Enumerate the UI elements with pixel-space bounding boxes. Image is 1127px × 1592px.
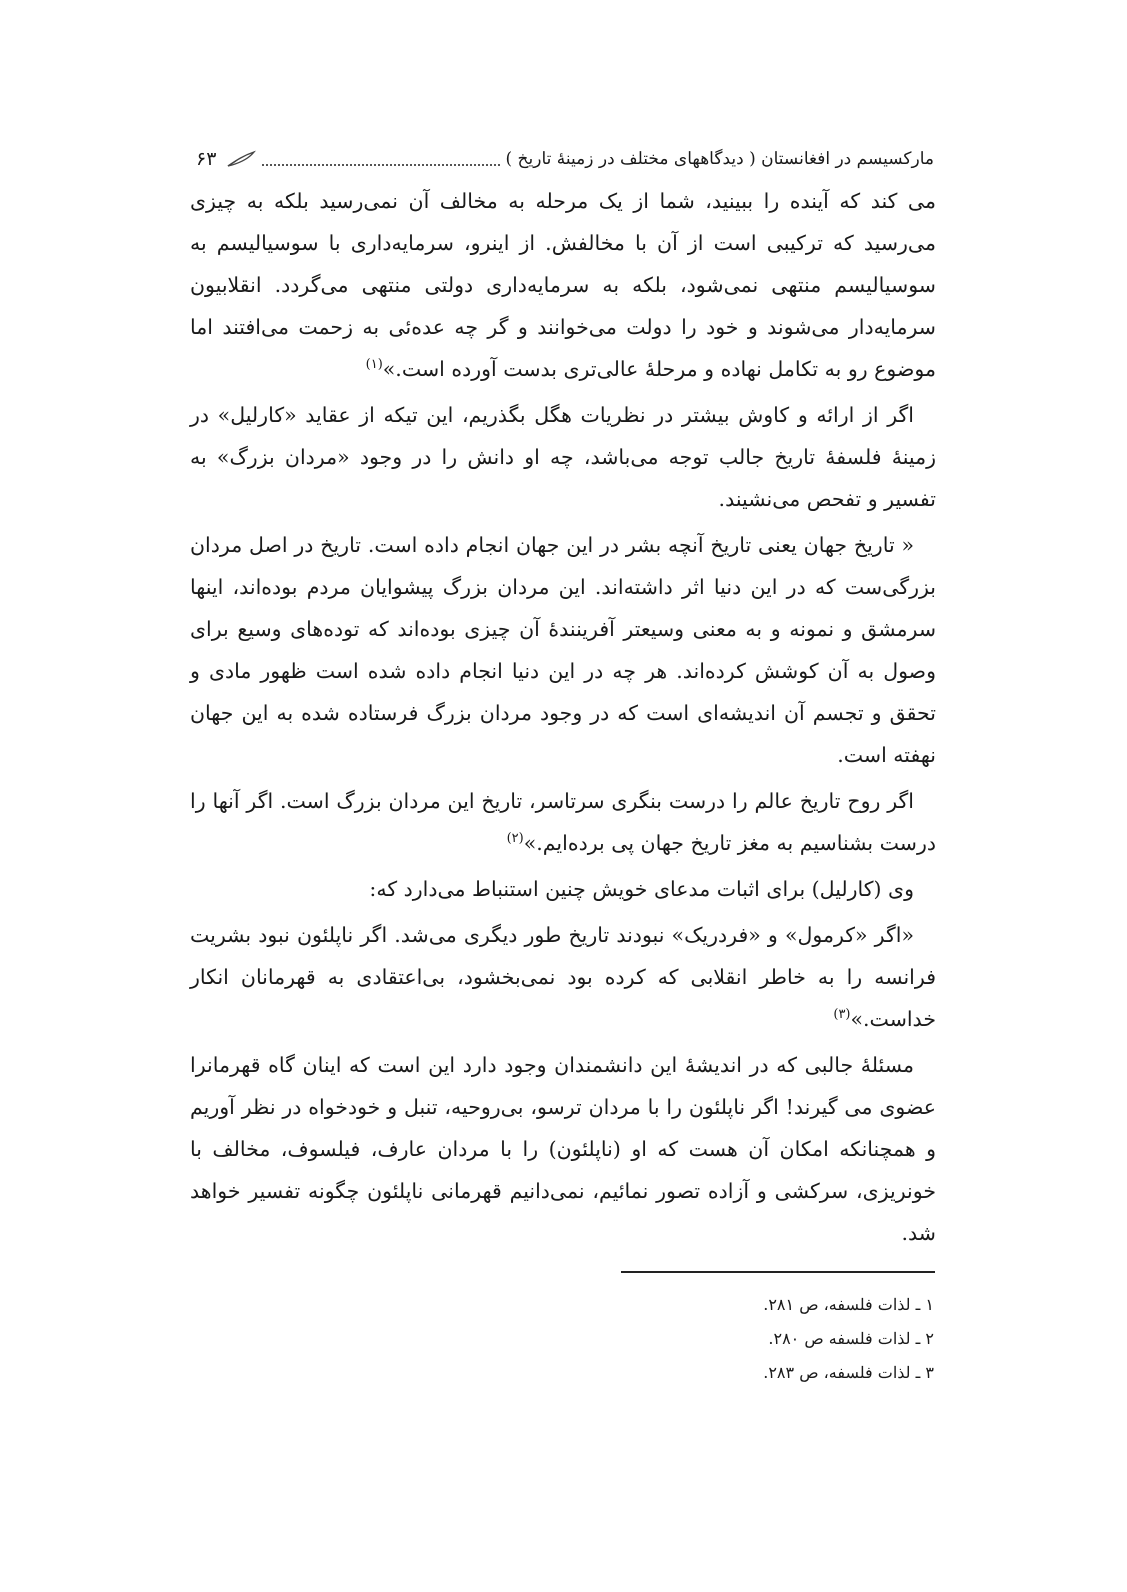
header-title: مارکسیسم در افغانستان ( دیدگاههای مختلف در زمینهٔ تاریخ ) <box>505 149 934 169</box>
footnote-ref: (۲) <box>506 831 524 847</box>
footnote-divider <box>621 1271 935 1273</box>
paragraph: وی (کارلیل) برای اثبات مدعای خویش چنین استنباط می‌دارد که: <box>369 877 914 901</box>
footnote: ۱ ـ لذات فلسفه، ص ۲۸۱. <box>763 1295 934 1314</box>
footnote: ۳ ـ لذات فلسفه، ص ۲۸۳. <box>763 1363 934 1382</box>
paragraph: می کند که آینده را ببینید، شما از یک مرحله به مخالف آن نمی‌رسید بلکه به چیزی می‌رسید که ترکیبی است از آن با مخالفش. از اینرو، سرمایه‌داری با سوسیالیسم به سوسیالیسم منتهی نمی‌شود، بلکه به سرمایه‌داری دولتی منتهی می‌گردد. انقلابیون سرمایه‌دار می‌شوند و خود را دولت می‌خوانند و گر چه عده‌ئی به زحمت می‌افتند اما موضوع رو به تکامل نهاده و مرحلهٔ عالی‌تری بدست آورده است.»$^{(۱)}$ <box>190 189 936 381</box>
footnote: ۲ ـ لذات فلسفه ص ۲۸۰. <box>768 1329 934 1348</box>
header-dotted-leader <box>262 152 499 166</box>
paragraph: مسئلهٔ جالبی که در اندیشهٔ این دانشمندان وجود دارد این است که اینان گاه قهرمانرا عضوی می گیرند! اگر ناپلئون را با مردان ترسو، بی‌روحیه، تنبل و خودخواه در نظر آوریم و همچنانکه امکان آن هست که او (ناپلئون) را با مردان عارف، فیلسوف، مخالف با خونریزی، سرکشی و آزاده تصور نمائیم، نمی‌دانیم قهرمانی ناپلئون چگونه تفسیر خواهد شد. <box>190 1053 936 1245</box>
quote-paragraph: اگر روح تاریخ عالم را درست بنگری سرتاسر، تاریخ این مردان بزرگ است. اگر آنها را درست بشناسیم به مغز تاریخ جهان پی برده‌ایم.»$^{(۲)}$ <box>190 789 936 855</box>
quill-pen-icon <box>226 150 256 168</box>
footnote-ref: (۳) <box>833 1007 851 1023</box>
quote-paragraph: « تاریخ جهان یعنی تاریخ آنچه بشر در این جهان انجام داده است. تاریخ در اصل مردان بزرگی‌ست که در این دنیا اثر داشته‌اند. این مردان بزرگ پیشوایان مردم بوده‌اند، اینها سرمشق و نمونه و به معنی وسیعتر آفرینندهٔ آن چیزی بوده‌اند که توده‌های وسیع برای وصول به آن کوشش کرده‌اند. هر چه در این دنیا انجام داده شده است ظهور مادی و تحقق و تجسم آن اندیشه‌ای است که در وجود مردان بزرگ فرستاده شده به این جهان نهفته است. <box>190 533 936 767</box>
running-header <box>196 146 934 172</box>
paragraph: اگر از ارائه و کاوش بیشتر در نظریات هگل بگذریم، این تیکه از عقاید «کارلیل» در زمینهٔ فلسفهٔ تاریخ جالب توجه می‌باشد، چه او دانش را در وجود «مردان بزرگ» به تفسیر و تفحص می‌نشیند. <box>190 403 936 511</box>
footnotes <box>500 1288 934 1390</box>
body-text <box>190 180 936 1258</box>
page-number: ۶۳ <box>196 148 217 170</box>
footnote-ref: (۱) <box>365 357 383 373</box>
quote-paragraph: «اگر «کرمول» و «فردریک» نبودند تاریخ طور دیگری می‌شد. اگر ناپلئون نبود بشریت فرانسه را به خاطر انقلابی که کرده بود نمی‌بخشود، بی‌اعتقادی به قهرمانان انکار خداست.»$^{(۳)}$ <box>190 923 936 1031</box>
